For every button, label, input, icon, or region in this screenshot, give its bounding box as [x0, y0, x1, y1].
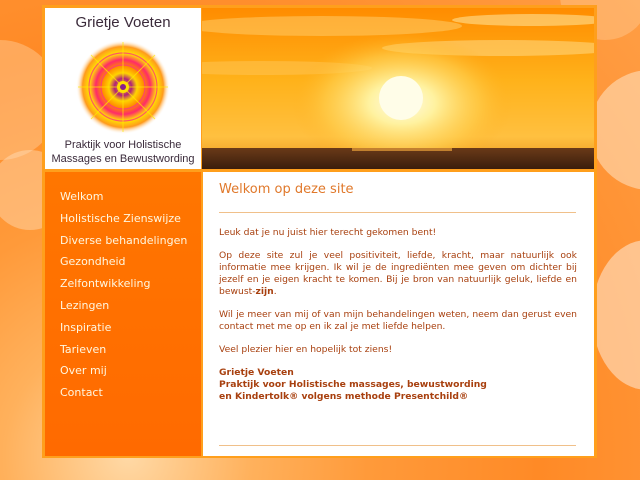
nav-item-diverse-behandelingen[interactable]: Diverse behandelingen: [60, 233, 188, 247]
nav-item-gezondheid[interactable]: Gezondheid: [60, 255, 126, 269]
nav-item-over-mij[interactable]: Over mij: [60, 364, 107, 378]
body-text: [219, 227, 577, 403]
site-logo[interactable]: [45, 8, 201, 169]
nav-item-lezingen[interactable]: Lezingen: [60, 298, 110, 312]
nav-item-contact[interactable]: Contact: [60, 386, 103, 400]
nav-item-holistische-zienswijze[interactable]: Holistische Zienswijze: [60, 211, 181, 225]
page-title: Welkom op deze site: [219, 182, 354, 197]
nav-item-zelfontwikkeling[interactable]: Zelfontwikkeling: [60, 277, 151, 291]
nav-menu: [60, 186, 187, 404]
divider-bottom: [219, 445, 576, 446]
nav-item-tarieven[interactable]: Tarieven: [60, 342, 107, 356]
contact-paragraph: Wil je meer van mij of van mijn behandelingen weten, neem dan gerust even contact met me op en ik zal je met liefde helpen.: [219, 309, 577, 332]
nav-item-inspiratie[interactable]: Inspiratie: [60, 320, 112, 334]
main-content: [203, 172, 594, 456]
signature-line-3: en Kindertolk® volgens methode Presentchild®: [219, 391, 469, 402]
background-bokeh: [592, 240, 640, 390]
signature: [219, 367, 577, 403]
site-tagline: [45, 138, 201, 166]
tagline-line-2: Massages en Bewustwording: [51, 153, 195, 165]
mission-text: Op deze site zul je veel positiviteit, liefde, kracht, maar natuurlijk ook informatie mee krijgen. Ik wil je de ingrediënten mee geven om dichter bij jezelf en je eigen kracht te komen. Bij je bron van natuurlijk geluk, liefde en bewust-: [219, 250, 577, 297]
tagline-line-1: Praktijk voor Holistische: [64, 139, 182, 151]
mission-end: .: [273, 286, 277, 297]
background-bokeh: [590, 70, 640, 190]
sunset-banner-image: [202, 8, 594, 169]
sunset-image: [202, 8, 594, 169]
signature-line-2: Praktijk voor Holistische massages, bewustwording: [219, 379, 487, 390]
site-title: Grietje Voeten: [75, 14, 171, 31]
intro-paragraph: Leuk dat je nu juist hier terecht gekomen bent!: [219, 227, 437, 238]
signature-name: Grietje Voeten: [219, 367, 294, 378]
mission-paragraph: [219, 250, 577, 298]
closing-paragraph: Veel plezier hier en hopelijk tot ziens!: [219, 344, 393, 355]
mandala-icon: [74, 38, 172, 136]
nav-item-welkom[interactable]: Welkom: [60, 190, 104, 203]
mission-bold-word: zijn: [255, 286, 274, 297]
divider-top: [219, 212, 576, 213]
sidebar-nav: [45, 172, 201, 456]
